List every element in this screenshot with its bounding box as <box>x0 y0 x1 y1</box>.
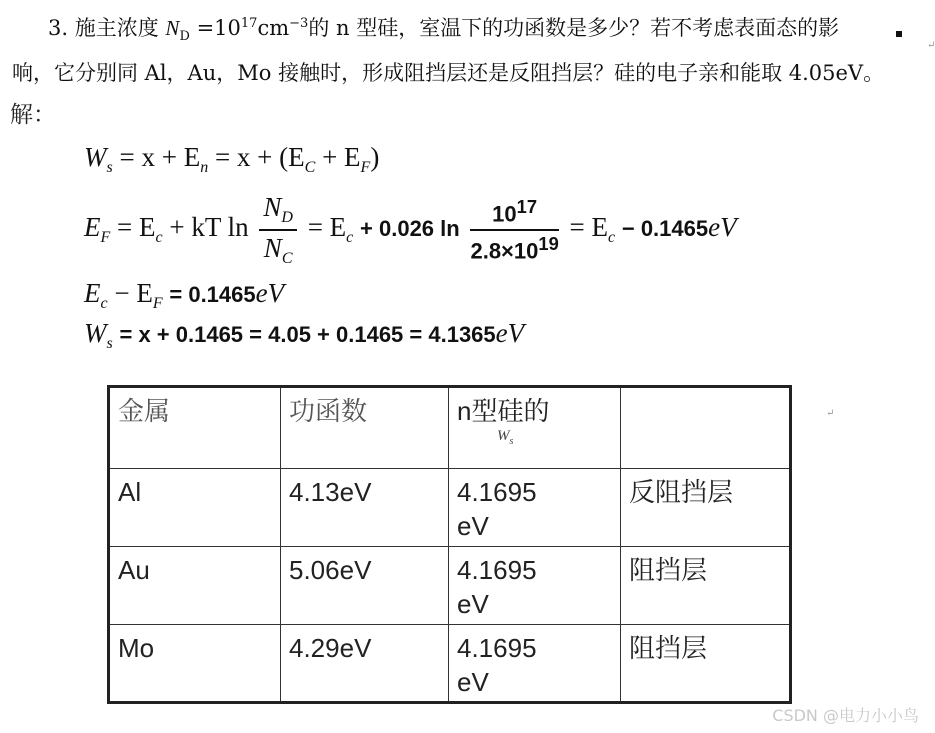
cell-barrier-type: 反阻挡层 <box>621 469 791 547</box>
si-ws-value: 4.1695 <box>457 633 537 663</box>
si-ws-unit: eV <box>457 667 489 697</box>
eq2-unit: eV <box>708 212 737 243</box>
question-text <box>12 6 922 91</box>
table-row <box>109 625 791 703</box>
question-line-2: 响，它分别同 Al，Au，Mo 接触时，形成阻挡层还是反阻挡层？硅的电子亲和能取 4.05eV。 <box>12 61 885 86</box>
nd-symbol: N <box>263 192 282 222</box>
cell-si-ws <box>449 547 621 625</box>
header-empty <box>621 387 791 469</box>
text-cursor <box>896 31 902 37</box>
ef-subscript: F <box>100 229 111 247</box>
eq1-plus: + E <box>322 142 361 172</box>
eq2-mid2: = E <box>307 212 347 243</box>
fraction-den-value <box>470 231 558 264</box>
donor-subscript: D <box>179 29 190 45</box>
solution-label: 解： <box>10 102 56 128</box>
concentration-exponent: 17 <box>240 16 258 31</box>
fraction-numerator <box>259 192 297 231</box>
eq4-unit: eV <box>495 318 525 348</box>
question-line-1 <box>12 6 922 55</box>
ec-subscript: c <box>100 295 108 312</box>
equation-ec-ef <box>84 278 284 313</box>
ws-label: W <box>497 428 510 444</box>
equation-fermi-level <box>84 192 737 268</box>
fraction-nd-nc <box>259 192 297 268</box>
cell-work-function: 4.29eV <box>281 625 449 703</box>
ef-symbol: E <box>84 212 101 243</box>
si-ws-value: 4.1695 <box>457 477 537 507</box>
table-row <box>109 469 791 547</box>
header-n-si-ws <box>449 387 621 469</box>
results-table <box>107 385 792 704</box>
equation-ws-result <box>84 318 524 353</box>
eq2-mid: = E <box>117 212 156 243</box>
cell-metal: Mo <box>109 625 281 703</box>
fraction-concentration <box>470 196 558 265</box>
header-work-function: 功函数 <box>281 387 449 469</box>
den-exp: 19 <box>538 233 559 254</box>
eq3-value: = 0.1465 <box>169 282 256 307</box>
donor-symbol: N <box>165 16 180 40</box>
eq3-sub-f: F <box>152 295 163 312</box>
w-subscript: s <box>106 159 113 176</box>
si-ws-value: 4.1695 <box>457 555 537 585</box>
eq1-rest: = x + (E <box>214 142 305 172</box>
eq1-close: ) <box>370 142 380 172</box>
ec-symbol: E <box>84 278 101 308</box>
eq3-minus: − E <box>114 278 153 308</box>
eq2-sub-c: c <box>155 229 163 247</box>
eq2-sub-c2: c <box>346 229 354 247</box>
fraction-num-value <box>470 196 558 231</box>
eq3-unit: eV <box>255 278 285 308</box>
header-metal: 金属 <box>109 387 281 469</box>
w-symbol: W <box>84 142 107 172</box>
si-ws-unit: eV <box>457 589 489 619</box>
cell-si-ws <box>449 469 621 547</box>
table-row <box>109 547 791 625</box>
ws-symbol: W <box>84 318 107 348</box>
question-part-2: 的 n 型硅，室温下的功函数是多少？若不考虑表面态的影 <box>308 16 840 40</box>
paragraph-mark-icon: ↵ <box>927 40 935 51</box>
ws-subscript: s <box>106 335 113 352</box>
eq2-const: + 0.026 ln <box>360 216 460 242</box>
cell-metal: Al <box>109 469 281 547</box>
cell-barrier-type: 阻挡层 <box>621 547 791 625</box>
num-exp: 17 <box>516 195 538 217</box>
concentration-base: 10 <box>214 16 241 40</box>
eq2-kt: + kT ln <box>169 212 249 243</box>
nd-subscript: D <box>281 209 293 226</box>
fraction-denominator <box>259 231 297 268</box>
cell-si-ws <box>449 625 621 703</box>
eq1-sub-n: n <box>200 159 209 176</box>
eq1-sub-f: F <box>360 159 371 176</box>
cell-work-function: 5.06eV <box>281 547 449 625</box>
cell-metal: Au <box>109 547 281 625</box>
ws-label-sub: s <box>509 436 514 447</box>
equation-work-function <box>84 142 379 177</box>
eq1-sub-c: C <box>304 159 316 176</box>
table-header-row <box>109 387 791 469</box>
unit-base: cm <box>257 16 290 40</box>
num-base: 10 <box>492 201 517 226</box>
si-ws-unit: eV <box>457 511 489 541</box>
eq2-eq3: = E <box>569 212 608 243</box>
eq4-rest: = x + 0.1465 = 4.05 + 0.1465 = 4.1365 <box>119 322 496 347</box>
nc-symbol: N <box>263 233 282 263</box>
watermark: CSDN @电力小小鸟 <box>772 706 919 725</box>
den-base: 2.8×10 <box>470 238 539 264</box>
equals-sign: = <box>196 16 215 40</box>
nc-subscript: C <box>281 250 293 267</box>
header-ws-symbol <box>457 428 612 450</box>
question-part-1: 施主浓度 <box>74 16 159 40</box>
eq1-part: = x + E <box>119 142 201 172</box>
paragraph-mark-icon: ↵ <box>826 408 835 419</box>
question-number: 3. <box>48 16 69 40</box>
header-n-si-label: n型硅的 <box>457 396 550 426</box>
eq2-sub-c3: c <box>608 229 616 247</box>
unit-exponent: −3 <box>289 16 309 31</box>
eq2-result: − 0.1465 <box>621 216 709 242</box>
cell-barrier-type: 阻挡层 <box>621 625 791 703</box>
cell-work-function: 4.13eV <box>281 469 449 547</box>
